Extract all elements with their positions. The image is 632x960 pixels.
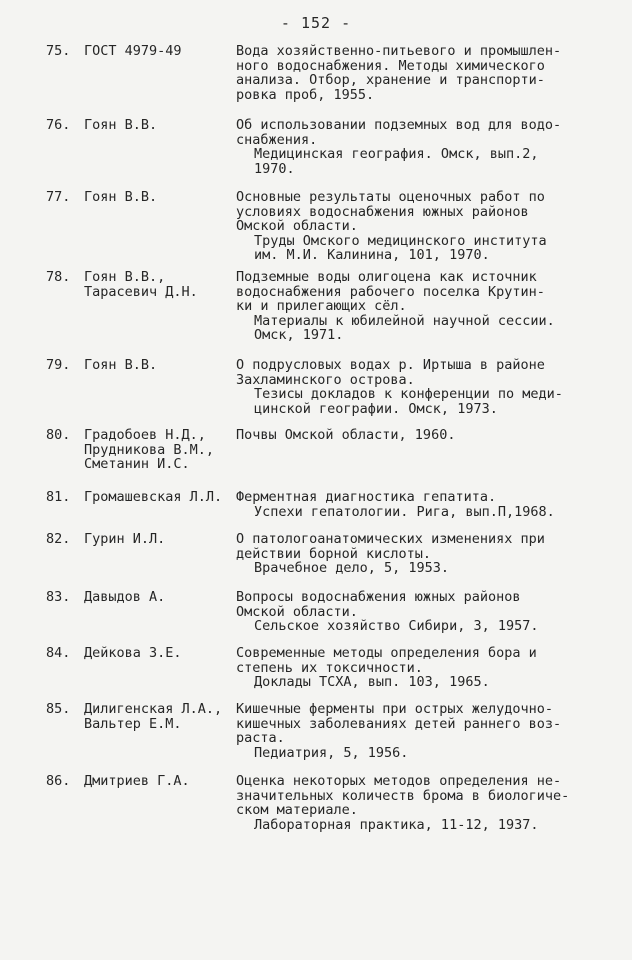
- entry-title-line: Вопросы водоснабжения южных районов: [236, 589, 521, 605]
- entry-description: [236, 358, 596, 416]
- entry-title-line: раста.: [236, 730, 285, 747]
- author-name: ГОСТ 4979-49: [84, 43, 182, 59]
- entry-title-line: Об использовании подземных вод для водо-: [236, 117, 562, 133]
- entry-authors: [84, 428, 234, 472]
- entry-number: 75.: [46, 43, 71, 59]
- entry-title-line: значительных количеств брома в биологиче-: [236, 787, 570, 804]
- entry-authors: [84, 532, 234, 547]
- author-name: Гоян В.В.: [84, 117, 158, 133]
- entry-number: 79.: [46, 357, 71, 373]
- entry-source-line: Сельское хозяйство Сибири, 3, 1957.: [254, 618, 539, 635]
- entry-source-line: Врачебное дело, 5, 1953.: [254, 560, 450, 577]
- author-name: Сметанин И.С.: [84, 456, 190, 473]
- entry-description: [236, 270, 596, 343]
- entry-source-line: им. М.И. Калинина, 101, 1970.: [254, 247, 490, 264]
- entry-source-line: Медицинская география. Омск, вып.2,: [254, 146, 539, 163]
- entry-title-line: ском материале.: [236, 802, 358, 819]
- entry-source-line: Доклады ТСХА, вып. 103, 1965.: [254, 674, 490, 691]
- entry-title-line: действии борной кислоты.: [236, 545, 432, 562]
- entry-title-line: снабжения.: [236, 131, 318, 148]
- author-name: Давыдов А.: [84, 589, 166, 605]
- entry-description: [236, 774, 596, 832]
- entry-title-line: водоснабжения рабочего поселка Крутин-: [236, 283, 545, 300]
- entry-authors: [84, 702, 234, 731]
- author-name: Прудникова В.М.,: [84, 441, 215, 458]
- entry-description: [236, 44, 596, 102]
- entry-description: [236, 702, 596, 760]
- entry-title-line: Ферментная диагностика гепатита.: [236, 489, 497, 505]
- entry-description: [236, 646, 596, 690]
- entry-number: 76.: [46, 117, 71, 133]
- entry-source-line: 1970.: [254, 160, 295, 177]
- entry-source-line: Лабораторная практика, 11-12, 1937.: [254, 816, 539, 833]
- entry-title-line: кишечных заболеваниях детей раннего воз-: [236, 715, 562, 732]
- entry-source-line: Тезисы докладов к конференции по меди-: [254, 386, 563, 403]
- entry-authors: [84, 590, 234, 605]
- entry-source-line: Омск, 1971.: [254, 327, 344, 344]
- entry-title-line: Вода хозяйственно-питьевого и промышлен-: [236, 43, 562, 59]
- entry-source-line: Успехи гепатологии. Рига, вып.П,1968.: [254, 503, 555, 520]
- entry-title-line: ного водоснабжения. Методы химического: [236, 57, 545, 74]
- entry-authors: [84, 44, 234, 59]
- entry-number: 81.: [46, 489, 71, 505]
- entry-title-line: О патологоанатомических изменениях при: [236, 531, 545, 547]
- entry-title-line: условиях водоснабжения южных районов: [236, 203, 529, 220]
- entry-authors: [84, 270, 234, 299]
- entry-description: [236, 428, 596, 443]
- entry-number: 82.: [46, 531, 71, 547]
- entry-source-line: Труды Омского медицинского института: [254, 232, 547, 249]
- entry-authors: [84, 358, 234, 373]
- entry-title-line: Оценка некоторых методов определения не-: [236, 773, 562, 789]
- entry-title-line: Омской области.: [236, 218, 358, 235]
- entry-number: 78.: [46, 269, 71, 285]
- entry-title-line: Захламинского острова.: [236, 371, 415, 388]
- author-name: Гоян В.В.: [84, 189, 158, 205]
- author-name: Дилигенская Л.А.,: [84, 701, 223, 717]
- entry-number: 83.: [46, 589, 71, 605]
- page-number: - 152 -: [280, 14, 352, 32]
- entry-authors: [84, 646, 234, 661]
- entry-title-line: степень их токсичности.: [236, 659, 423, 676]
- entry-number: 80.: [46, 427, 71, 443]
- entry-number: 85.: [46, 701, 71, 717]
- author-name: Гоян В.В.,: [84, 269, 166, 285]
- entry-number: 86.: [46, 773, 71, 789]
- entry-title-line: Почвы Омской области, 1960.: [236, 427, 456, 443]
- entry-description: [236, 190, 596, 263]
- author-name: Гурин И.Л.: [84, 531, 166, 547]
- entry-number: 77.: [46, 189, 71, 205]
- entry-authors: [84, 118, 234, 133]
- entry-title-line: анализа. Отбор, хранение и транспорти-: [236, 72, 545, 89]
- entry-source-line: Материалы к юбилейной научной сессии.: [254, 312, 555, 329]
- entry-authors: [84, 774, 234, 789]
- entry-description: [236, 490, 596, 519]
- author-name: Дмитриев Г.А.: [84, 773, 190, 789]
- entry-title-line: ровка проб, 1955.: [236, 86, 375, 103]
- entry-description: [236, 532, 596, 576]
- entry-source-line: цинской географии. Омск, 1973.: [254, 400, 498, 417]
- entry-title-line: Омской области.: [236, 603, 358, 620]
- author-name: Гоян В.В.: [84, 357, 158, 373]
- entry-description: [236, 590, 596, 634]
- author-name: Вальтер Е.М.: [84, 715, 182, 732]
- author-name: Громашевская Л.Л.: [84, 489, 223, 505]
- entry-description: [236, 118, 596, 176]
- entry-title-line: ки и прилегающих сёл.: [236, 298, 407, 315]
- author-name: Тарасевич Д.Н.: [84, 283, 198, 300]
- entry-title-line: Подземные воды олигоцена как источник: [236, 269, 537, 285]
- entry-authors: [84, 190, 234, 205]
- author-name: Дейкова З.Е.: [84, 645, 182, 661]
- entry-title-line: О подрусловых водах р. Иртыша в районе: [236, 357, 545, 373]
- entry-title-line: Основные результаты оценочных работ по: [236, 189, 545, 205]
- entry-title-line: Кишечные ферменты при острых желудочно-: [236, 701, 553, 717]
- entry-authors: [84, 490, 234, 505]
- entry-source-line: Педиатрия, 5, 1956.: [254, 744, 409, 761]
- author-name: Градобоев Н.Д.,: [84, 427, 206, 443]
- entry-title-line: Современные методы определения бора и: [236, 645, 537, 661]
- entry-number: 84.: [46, 645, 71, 661]
